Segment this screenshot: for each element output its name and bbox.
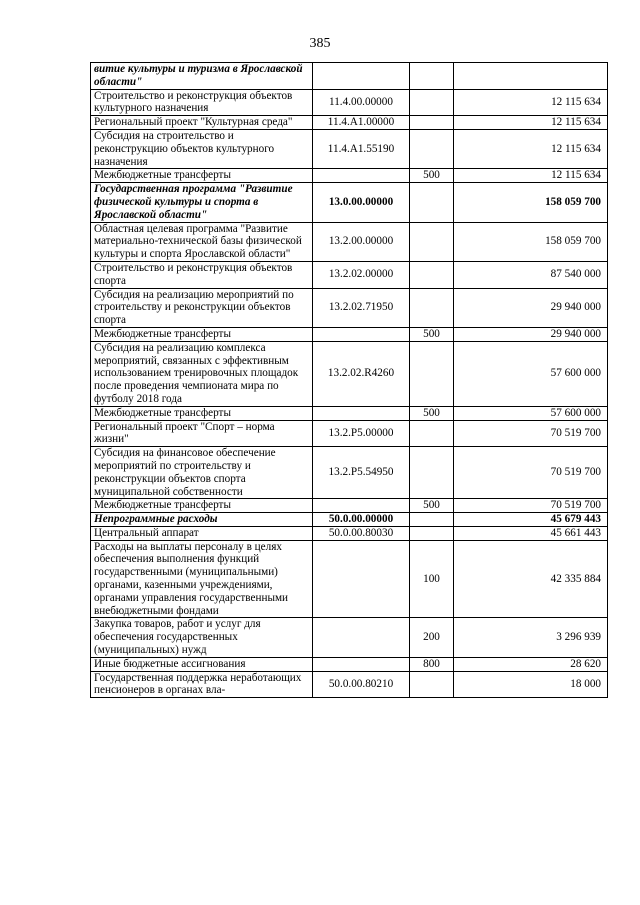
row-name-cell: витие культуры и туризма в Ярославской области" <box>91 63 313 90</box>
amount-cell: 12 115 634 <box>454 89 608 116</box>
table-row <box>91 222 608 261</box>
row-name-cell: Межбюджетные трансферты <box>91 169 313 183</box>
expense-kind-cell <box>410 129 454 168</box>
target-code-cell <box>313 169 410 183</box>
target-code-cell: 13.2.00.00000 <box>313 222 410 261</box>
expense-kind-cell: 800 <box>410 657 454 671</box>
row-name-cell: Государственная поддержка неработающих пенсионеров в органах вла- <box>91 671 313 698</box>
amount-cell: 42 335 884 <box>454 540 608 618</box>
table-row <box>91 499 608 513</box>
amount-cell: 158 059 700 <box>454 183 608 222</box>
expense-kind-cell: 500 <box>410 499 454 513</box>
amount-cell <box>454 63 608 90</box>
amount-cell: 12 115 634 <box>454 169 608 183</box>
amount-cell: 29 940 000 <box>454 288 608 327</box>
amount-cell: 29 940 000 <box>454 327 608 341</box>
row-name-cell: Центральный аппарат <box>91 526 313 540</box>
expense-kind-cell: 100 <box>410 540 454 618</box>
row-name-cell: Региональный проект "Культурная среда" <box>91 116 313 130</box>
row-name-cell: Межбюджетные трансферты <box>91 327 313 341</box>
row-name-cell: Субсидия на финансовое обеспечение мероприятий по строительству и реконструкции объектов спорта муниципальной собственности <box>91 447 313 499</box>
row-name-cell: Расходы на выплаты персоналу в целях обеспечения выполнения функций государственными (муниципальными) органами, казенными учреждениями, органами управления государственными внебюджетными фондами <box>91 540 313 618</box>
amount-cell: 158 059 700 <box>454 222 608 261</box>
expense-kind-cell <box>410 288 454 327</box>
table-row <box>91 288 608 327</box>
amount-cell: 57 600 000 <box>454 406 608 420</box>
row-name-cell: Субсидия на строительство и реконструкцию объектов культурного назначения <box>91 129 313 168</box>
expense-kind-cell: 200 <box>410 618 454 657</box>
row-name-cell: Иные бюджетные ассигнования <box>91 657 313 671</box>
expense-kind-cell <box>410 526 454 540</box>
row-name-cell: Строительство и реконструкция объектов культурного назначения <box>91 89 313 116</box>
expense-kind-cell <box>410 420 454 447</box>
table-row <box>91 116 608 130</box>
table-row <box>91 671 608 698</box>
amount-cell: 28 620 <box>454 657 608 671</box>
table-row <box>91 420 608 447</box>
expense-kind-cell <box>410 222 454 261</box>
target-code-cell: 11.4.A1.55190 <box>313 129 410 168</box>
row-name-cell: Закупка товаров, работ и услуг для обеспечения государственных (муниципальных) нужд <box>91 618 313 657</box>
amount-cell: 12 115 634 <box>454 129 608 168</box>
expense-kind-cell <box>410 116 454 130</box>
row-name-cell: Межбюджетные трансферты <box>91 406 313 420</box>
table-row <box>91 657 608 671</box>
table-row <box>91 447 608 499</box>
amount-cell: 45 679 443 <box>454 513 608 527</box>
row-name-cell: Областная целевая программа "Развитие материально-технической базы физической культуры и спорта Ярославской области" <box>91 222 313 261</box>
row-name-cell: Межбюджетные трансферты <box>91 499 313 513</box>
target-code-cell <box>313 406 410 420</box>
table-row <box>91 513 608 527</box>
expense-kind-cell <box>410 261 454 288</box>
expense-kind-cell <box>410 447 454 499</box>
target-code-cell <box>313 327 410 341</box>
target-code-cell: 11.4.A1.00000 <box>313 116 410 130</box>
table-row <box>91 406 608 420</box>
table-row <box>91 169 608 183</box>
target-code-cell: 13.2.P5.00000 <box>313 420 410 447</box>
table-row <box>91 63 608 90</box>
target-code-cell: 11.4.00.00000 <box>313 89 410 116</box>
expense-kind-cell: 500 <box>410 327 454 341</box>
target-code-cell <box>313 657 410 671</box>
budget-table <box>90 62 608 698</box>
table-row <box>91 618 608 657</box>
target-code-cell <box>313 540 410 618</box>
row-name-cell: Строительство и реконструкция объектов спорта <box>91 261 313 288</box>
target-code-cell: 50.0.00.00000 <box>313 513 410 527</box>
amount-cell: 3 296 939 <box>454 618 608 657</box>
row-name-cell: Региональный проект "Спорт – норма жизни" <box>91 420 313 447</box>
target-code-cell: 13.0.00.00000 <box>313 183 410 222</box>
target-code-cell <box>313 63 410 90</box>
table-row <box>91 129 608 168</box>
expense-kind-cell: 500 <box>410 406 454 420</box>
amount-cell: 12 115 634 <box>454 116 608 130</box>
row-name-cell: Государственная программа "Развитие физической культуры и спорта в Ярославской области" <box>91 183 313 222</box>
row-name-cell: Непрограммные расходы <box>91 513 313 527</box>
expense-kind-cell <box>410 341 454 406</box>
expense-kind-cell <box>410 513 454 527</box>
table-row <box>91 526 608 540</box>
table-row <box>91 261 608 288</box>
target-code-cell <box>313 499 410 513</box>
target-code-cell: 50.0.00.80030 <box>313 526 410 540</box>
table-row <box>91 540 608 618</box>
table-row <box>91 341 608 406</box>
row-name-cell: Субсидия на реализацию комплекса мероприятий, связанных с эффективным использованием тренировочных площадок после проведения чемпионата мира по футболу 2018 года <box>91 341 313 406</box>
table-row <box>91 183 608 222</box>
amount-cell: 57 600 000 <box>454 341 608 406</box>
expense-kind-cell <box>410 89 454 116</box>
row-name-cell: Субсидия на реализацию мероприятий по строительству и реконструкции объектов спорта <box>91 288 313 327</box>
expense-kind-cell <box>410 183 454 222</box>
target-code-cell: 13.2.P5.54950 <box>313 447 410 499</box>
target-code-cell: 13.2.02.71950 <box>313 288 410 327</box>
table-row <box>91 327 608 341</box>
amount-cell: 18 000 <box>454 671 608 698</box>
amount-cell: 45 661 443 <box>454 526 608 540</box>
expense-kind-cell <box>410 671 454 698</box>
expense-kind-cell: 500 <box>410 169 454 183</box>
amount-cell: 87 540 000 <box>454 261 608 288</box>
budget-table-body <box>91 63 608 698</box>
expense-kind-cell <box>410 63 454 90</box>
page-number: 385 <box>309 36 331 51</box>
amount-cell: 70 519 700 <box>454 420 608 447</box>
amount-cell: 70 519 700 <box>454 499 608 513</box>
target-code-cell: 50.0.00.80210 <box>313 671 410 698</box>
target-code-cell: 13.2.02.R4260 <box>313 341 410 406</box>
target-code-cell: 13.2.02.00000 <box>313 261 410 288</box>
target-code-cell <box>313 618 410 657</box>
table-row <box>91 89 608 116</box>
amount-cell: 70 519 700 <box>454 447 608 499</box>
